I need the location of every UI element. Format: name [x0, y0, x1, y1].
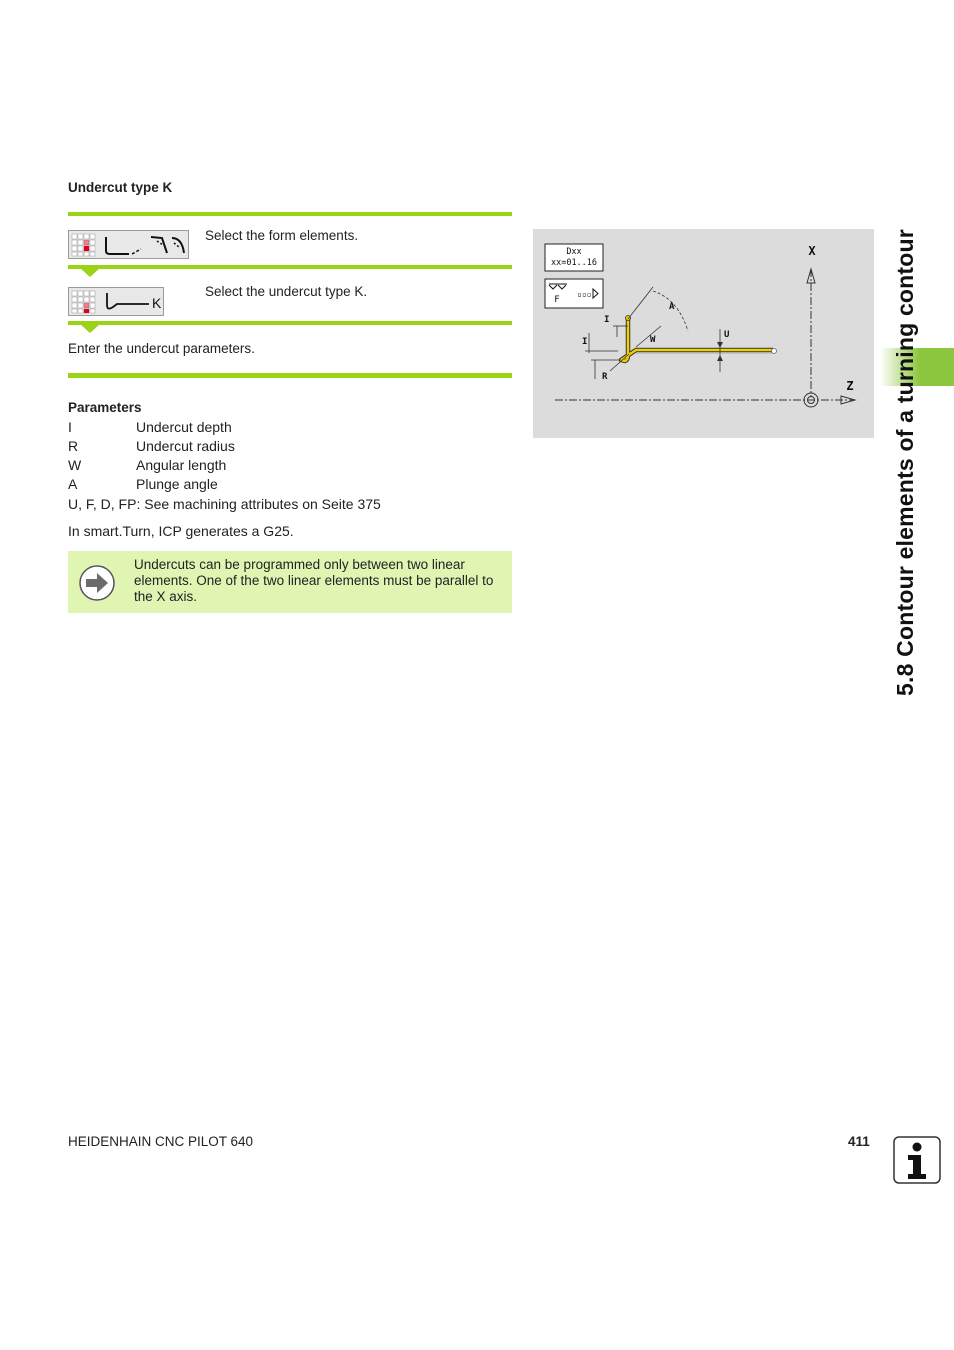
- label-i-top: I: [604, 315, 610, 325]
- step-divider: [68, 265, 512, 269]
- step-2-text: Select the undercut type K.: [205, 284, 368, 299]
- step-1-text: Select the form elements.: [205, 228, 359, 243]
- label-r: R: [602, 372, 608, 382]
- label-a: A: [669, 302, 675, 312]
- parameter-value: Plunge angle: [136, 476, 218, 492]
- axis-x-label: X: [808, 244, 816, 258]
- undercut-diagram-svg: [533, 229, 874, 438]
- parameter-value: Angular length: [136, 457, 227, 473]
- page-number: 411: [848, 1134, 870, 1149]
- arrow-right-icon: [78, 564, 116, 602]
- diagram-box2-label: F: [554, 295, 560, 305]
- parameter-value: Undercut depth: [136, 419, 232, 435]
- step-arrow: [80, 324, 100, 333]
- attributes-text: U, F, D, FP: See machining attributes on Seite 375: [68, 496, 381, 512]
- parameter-key: W: [68, 457, 82, 473]
- parameter-key: R: [68, 438, 79, 454]
- section-heading: Undercut type K: [68, 180, 173, 195]
- diagram-box2-symbol: ▫▫▫: [577, 290, 592, 299]
- label-i-left: I: [582, 337, 588, 347]
- step-divider: [68, 373, 512, 378]
- info-icon: [893, 1136, 941, 1184]
- form-elements-softkey[interactable]: [68, 230, 189, 259]
- parameter-key: A: [68, 476, 78, 492]
- parameters-title: Parameters: [68, 400, 142, 415]
- softkey-label: K: [152, 295, 162, 311]
- step-3-text: Enter the undercut parameters.: [68, 341, 255, 356]
- step-arrow: [80, 268, 100, 277]
- label-u: U: [724, 330, 730, 340]
- axis-z-label: Z: [846, 379, 854, 393]
- undercut-diagram: [533, 229, 874, 438]
- parameter-value: Undercut radius: [136, 438, 235, 454]
- chapter-side-title: 5.8 Contour elements of a turning contour: [892, 229, 918, 696]
- diagram-box1-line2: xx=01..16: [550, 258, 598, 268]
- smart-turn-text: In smart.Turn, ICP generates a G25.: [68, 523, 294, 539]
- label-w: W: [650, 335, 656, 345]
- diagram-box1-line1: Dxx: [566, 247, 582, 257]
- step-divider: [68, 321, 512, 325]
- undercut-k-softkey[interactable]: [68, 287, 164, 316]
- note-text: Undercuts can be programmed only between two linear elements. One of the two linear elements must be parallel to the X axis.: [134, 557, 494, 604]
- parameter-key: I: [68, 419, 72, 435]
- form-elements-softkey-icon: [69, 231, 188, 258]
- footer-product: HEIDENHAIN CNC PILOT 640: [68, 1134, 254, 1149]
- step-divider: [68, 212, 512, 216]
- undercut-k-softkey-icon: [69, 288, 163, 315]
